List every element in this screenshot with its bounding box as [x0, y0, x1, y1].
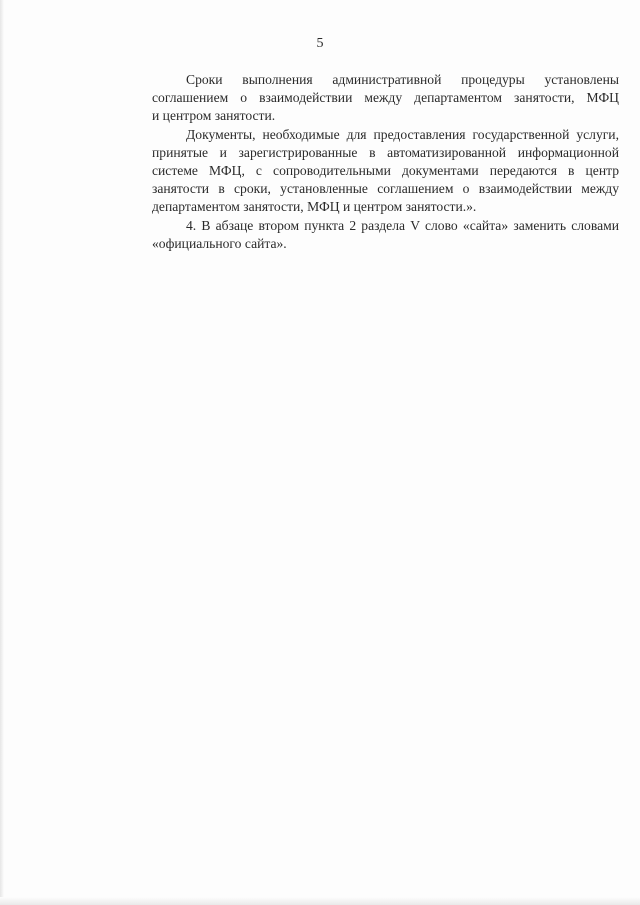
text-line: системе МФЦ, с сопроводительными документами передаются в центр [152, 163, 619, 179]
text-line: занятости в сроки, установленные соглашением о взаимодействии между [152, 181, 619, 197]
text-line: «официального сайта». [152, 235, 287, 251]
scan-edge-bottom [0, 897, 640, 905]
paragraph-deadlines [118, 71, 619, 126]
text-line: Сроки выполнения административной процедуры установлены [186, 72, 619, 87]
text-line: департаментом занятости, МФЦ и центром занятости.». [152, 199, 477, 215]
paragraph-documents [118, 126, 619, 217]
document-body [118, 71, 619, 253]
text-line: 4. В абзаце втором пункта 2 раздела V слово «сайта» заменить словами [186, 217, 619, 233]
page-number: 5 [316, 36, 324, 51]
text-line: принятые и зарегистрированные в автоматизированной информационной [152, 144, 619, 160]
scan-edge-left [0, 0, 4, 905]
text-line: соглашением о взаимодействии между департаментом занятости, МФЦ [152, 90, 619, 106]
text-line: и центром занятости. [152, 108, 276, 124]
text-line: Документы, необходимые для предоставления государственной услуги, [186, 126, 619, 142]
paragraph-amendment [118, 217, 619, 253]
